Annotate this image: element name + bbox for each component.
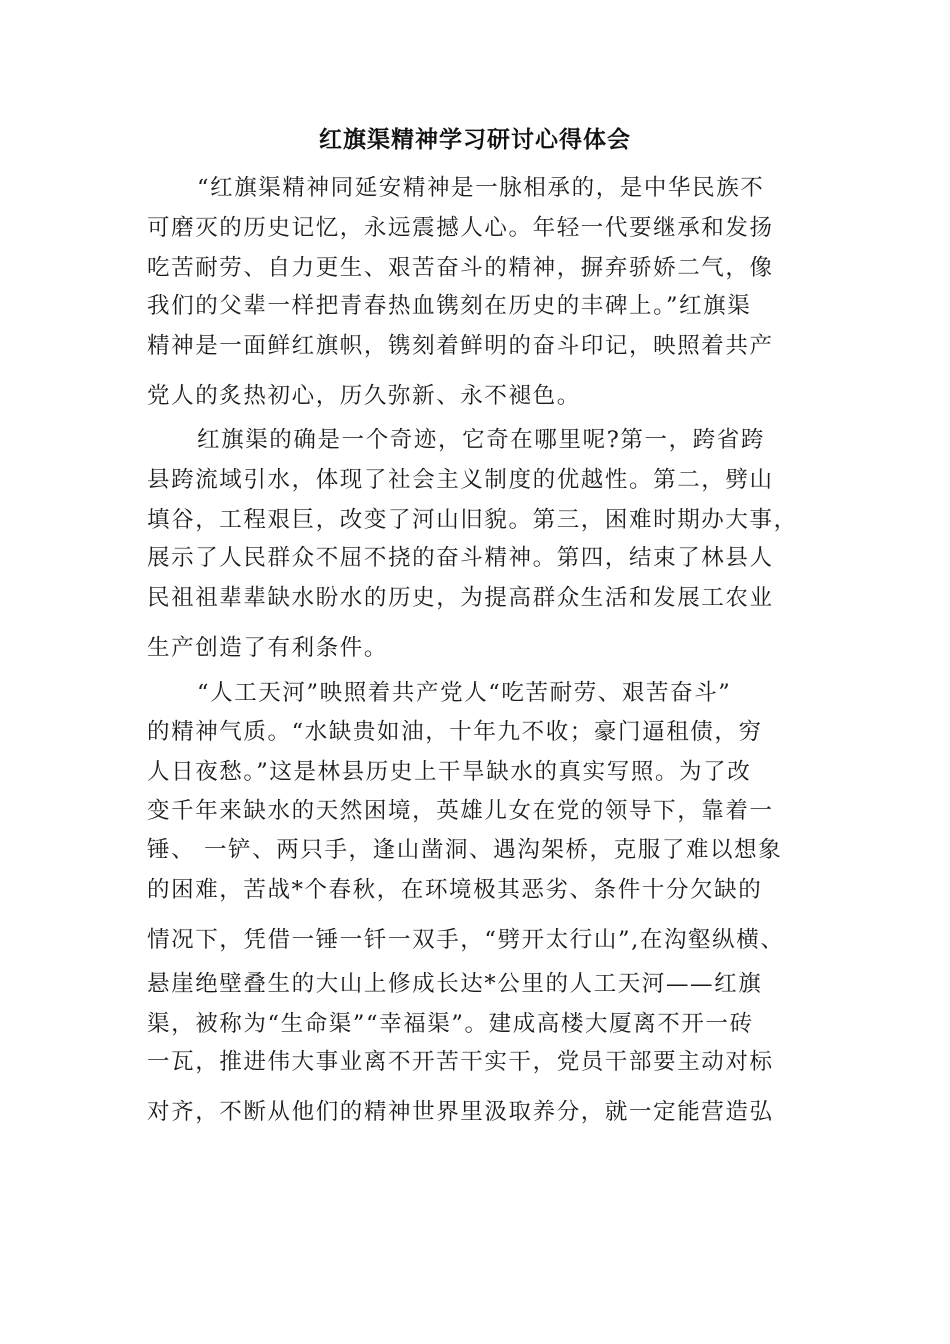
- paragraph-3-line-9: 渠，被称为“生命渠”“幸福渠”。建成高楼大厦离不开一砖: [147, 1011, 754, 1037]
- paragraph-2-line-5: 民祖祖辈辈缺水盼水的历史，为提高群众生活和发展工农业: [147, 585, 774, 611]
- paragraph-2-line-4: 展示了人民群众不屈不挠的奋斗精神。第四，结束了林县人: [147, 545, 774, 571]
- paragraph-1-line-2: 可磨灭的历史记忆，永远震撼人心。年轻一代要继承和发扬: [147, 215, 774, 241]
- paragraph-1-line-5: 精神是一面鲜红旗帜，镌刻着鲜明的奋斗印记，映照着共产: [147, 333, 774, 359]
- paragraph-3-line-5: 锤、 一铲、两只手，逢山凿洞、遇沟架桥，克服了难以想象: [147, 837, 783, 863]
- paragraph-1-line-3: 吃苦耐劳、自力更生、艰苦奋斗的精神，摒弃骄娇二气，像: [147, 255, 774, 281]
- paragraph-3-line-7: 情况下，凭借一锤一钎一双手，“劈开太行山”,在沟壑纵横、: [147, 927, 785, 953]
- paragraph-1-line-1: “红旗渠精神同延安精神是一脉相承的，是中华民族不: [197, 175, 765, 201]
- paragraph-2-line-1: 红旗渠的确是一个奇迹，它奇在哪里呢?第一，跨省跨: [197, 427, 765, 453]
- paragraph-2-line-3: 填谷，工程艰巨，改变了河山旧貌。第三，困难时期办大事，: [147, 507, 798, 533]
- paragraph-2-line-2: 县跨流域引水，体现了社会主义制度的优越性。第二，劈山: [147, 467, 774, 493]
- paragraph-3-line-8: 悬崖绝壁叠生的大山上修成长达*公里的人工天河——红旗: [147, 971, 763, 997]
- paragraph-3-line-11: 对齐，不断从他们的精神世界里汲取养分，就一定能营造弘: [147, 1099, 774, 1125]
- paragraph-3-line-10: 一瓦，推进伟大事业离不开苦干实干，党员干部要主动对标: [147, 1049, 774, 1075]
- paragraph-3-line-4: 变千年来缺水的天然困境，英雄儿女在党的领导下，靠着一: [147, 798, 774, 824]
- paragraph-3-line-3: 人日夜愁。”这是林县历史上干旱缺水的真实写照。为了改: [147, 759, 752, 785]
- paragraph-3-line-6: 的困难，苦战*个春秋，在环境极其恶劣、条件十分欠缺的: [147, 877, 763, 903]
- paragraph-2-line-6: 生产创造了有利条件。: [147, 635, 389, 661]
- paragraph-3-line-1: “人工天河”映照着共产党人“吃苦耐劳、艰苦奋斗”: [197, 680, 732, 706]
- document-title: 红旗渠精神学习研讨心得体会: [319, 126, 631, 153]
- paragraph-3-line-2: 的精神气质。“水缺贵如油，十年九不收；豪门逼租债，穷: [147, 719, 763, 745]
- paragraph-1-line-4: 我们的父辈一样把青春热血镌刻在历史的丰碑上。”红旗渠: [147, 293, 752, 319]
- paragraph-1-line-6: 党人的炙热初心，历久弥新、永不褪色。: [147, 383, 581, 409]
